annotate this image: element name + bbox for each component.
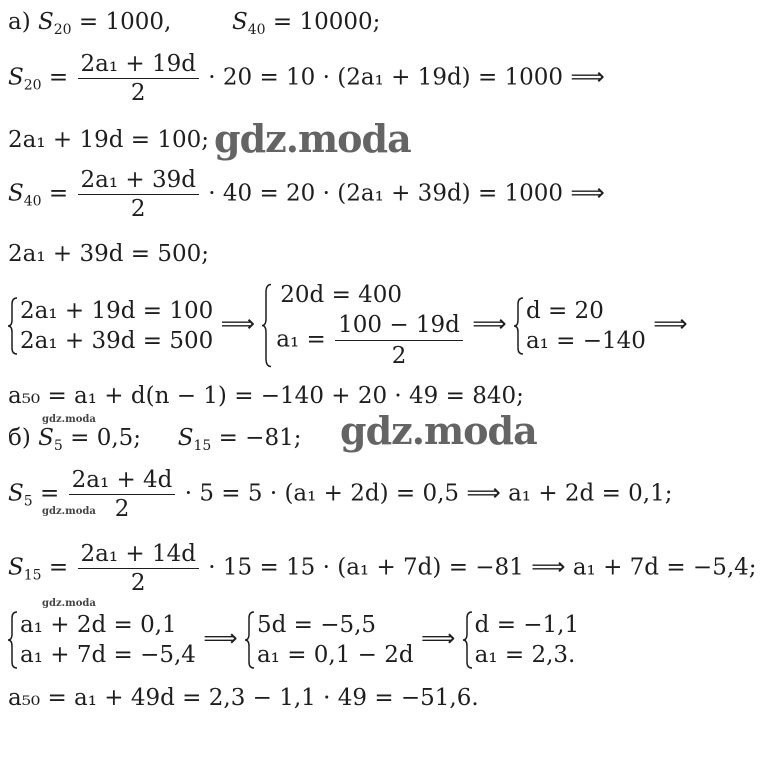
part-a-equation-1: 2a₁ + 19d = 100;	[8, 127, 209, 153]
part-a-result: a₅₀ = a₁ + d(n − 1) = −140 + 20 · 49 = 840;	[8, 383, 524, 409]
watermark-small-1: gdz.moda	[42, 414, 96, 425]
s20-symbol: S	[38, 9, 54, 35]
part-b-given	[8, 424, 301, 460]
part-a-s40-formula: $S_{40}$ = $\frac{\text{2a₁ + 39d}}{2}$ · 40 = 20 · (2a₁ + 39d) = 1000 ⟹	[8, 167, 605, 222]
system-b-1-row-1: a₁ + 2d = 0,1	[20, 612, 177, 638]
s15-lhs: S	[8, 554, 24, 581]
system-a-1-row-1: 2a₁ + 19d = 100	[20, 297, 214, 324]
s5-symbol: S	[38, 425, 54, 451]
system-b-2-row-2: a₁ = 0,1 − 2d	[256, 642, 414, 668]
s20-lhs-subscript: 20	[23, 77, 42, 94]
system-a-1	[8, 296, 213, 356]
brace-icon	[8, 610, 18, 670]
s40-rest: · 40 = 20 · (2a₁ + 39d) = 1000	[208, 180, 564, 207]
s15-fraction	[78, 540, 199, 597]
system-a-2-numerator: 100 − 19d	[338, 312, 460, 338]
s20-denominator: 2	[78, 78, 199, 107]
s40-fraction	[78, 166, 199, 223]
system-a-3-row-2: a₁ = −140	[525, 327, 646, 354]
part-a-s20-formula: $S_{20}$ = $\frac{\text{2a₁ + 19d}}{2}$ · 20 = 10 · (2a₁ + 19d) = 1000 ⟹	[8, 51, 605, 106]
part-b-label: б)	[8, 425, 31, 451]
system-a-3-row-1: d = 20	[525, 297, 604, 324]
part-a-given	[8, 8, 380, 44]
s15-symbol: S	[177, 425, 194, 451]
system-b-1-row-2: a₁ + 7d = −5,4	[20, 642, 196, 668]
s5-tail: a₁ + 2d = 0,1;	[508, 480, 673, 507]
implies-arrow: ⟹	[653, 309, 688, 338]
s15-rest: · 15 = 15 · (a₁ + 7d) = −81	[208, 554, 524, 581]
s40-lhs: S	[8, 180, 24, 207]
system-a-2-row-1: 20d = 400	[280, 282, 403, 308]
system-a-1-row-2: 2a₁ + 39d = 500	[20, 327, 214, 354]
s5-rest: · 5 = 5 · (a₁ + 2d) = 0,5	[184, 480, 460, 507]
watermark-small-2: gdz.moda	[42, 506, 96, 517]
s20-numerator: 2a₁ + 19d	[80, 51, 196, 77]
system-a-2	[262, 280, 465, 371]
s15-tail: a₁ + 7d = −5,4;	[572, 554, 757, 581]
s20-value: = 1000,	[71, 9, 172, 35]
implies-arrow: ⟹	[472, 309, 507, 338]
system-a-2-denominator: 2	[335, 340, 463, 371]
s15-numerator: 2a₁ + 14d	[80, 541, 196, 567]
s5-value: = 0,5;	[62, 425, 142, 451]
brace-icon	[514, 296, 524, 356]
s5-lhs: S	[8, 480, 24, 507]
watermark-large-1: gdz.moda	[214, 116, 411, 161]
s40-numerator: 2a₁ + 39d	[80, 167, 196, 193]
system-a-2-row-2-lhs: a₁ =	[276, 326, 326, 353]
s40-symbol: S	[231, 9, 248, 35]
system-b-3-row-2: a₁ = 2,3.	[474, 642, 576, 668]
s20-fraction	[78, 50, 199, 107]
system-b-3	[463, 610, 579, 670]
s40-value: = 10000;	[265, 9, 381, 35]
implies-arrow: ⟹	[466, 478, 501, 507]
s20-rest: · 20 = 10 · (2a₁ + 19d) = 1000	[208, 64, 564, 91]
s20-lhs: S	[8, 64, 24, 91]
system-a-3	[514, 296, 646, 356]
system-a-2-fraction	[335, 310, 463, 371]
part-b-s15-formula: $S_{15}$ = $\frac{\text{2a₁ + 14d}}{2}$ · 15 = 15 · (a₁ + 7d) = −81 ⟹ a₁ + 7d = −5,4;	[8, 541, 757, 596]
implies-arrow: ⟹	[570, 62, 605, 91]
implies-arrow: ⟹	[570, 178, 605, 207]
implies-arrow: ⟹	[203, 624, 238, 652]
part-a-label: а)	[8, 9, 31, 35]
system-a-2-row-2	[276, 310, 465, 371]
system-b-2	[245, 610, 414, 670]
implies-arrow: ⟹	[531, 552, 566, 581]
s5-denominator: 2	[69, 494, 176, 523]
s15-lhs-subscript: 15	[23, 567, 42, 584]
s5-lhs-subscript: 5	[23, 493, 33, 510]
s15-denominator: 2	[78, 568, 199, 597]
s15-subscript: 15	[193, 438, 212, 454]
s5-subscript: 5	[53, 438, 63, 454]
watermark-large-2: gdz.moda	[340, 408, 537, 453]
part-b-systems	[8, 610, 579, 670]
s40-subscript: 40	[247, 22, 266, 38]
system-b-1	[8, 610, 196, 670]
brace-icon	[245, 610, 255, 670]
brace-icon	[262, 280, 272, 371]
part-b-s5-formula: $S_5$ = $\frac{\text{2a₁ + 4d}}{2}$ · 5 = 5 · (a₁ + 2d) = 0,5 ⟹ a₁ + 2d = 0,1;	[8, 467, 673, 522]
watermark-small-3: gdz.moda	[42, 598, 96, 609]
s20-subscript: 20	[53, 22, 72, 38]
part-a-equation-2: 2a₁ + 39d = 500;	[8, 241, 209, 267]
part-b-result: a₅₀ = a₁ + 49d = 2,3 − 1,1 · 49 = −51,6.	[8, 685, 479, 711]
implies-arrow: ⟹	[420, 624, 456, 652]
s5-numerator: 2a₁ + 4d	[71, 467, 173, 493]
s40-denominator: 2	[78, 194, 199, 223]
system-b-2-row-1: 5d = −5,5	[256, 612, 377, 638]
s15-value: = −81;	[211, 425, 302, 451]
part-a-systems	[8, 280, 688, 371]
brace-icon	[8, 296, 18, 356]
brace-icon	[463, 610, 473, 670]
implies-arrow: ⟹	[220, 309, 255, 338]
s40-lhs-subscript: 40	[23, 193, 42, 210]
system-b-3-row-1: d = −1,1	[474, 612, 580, 638]
